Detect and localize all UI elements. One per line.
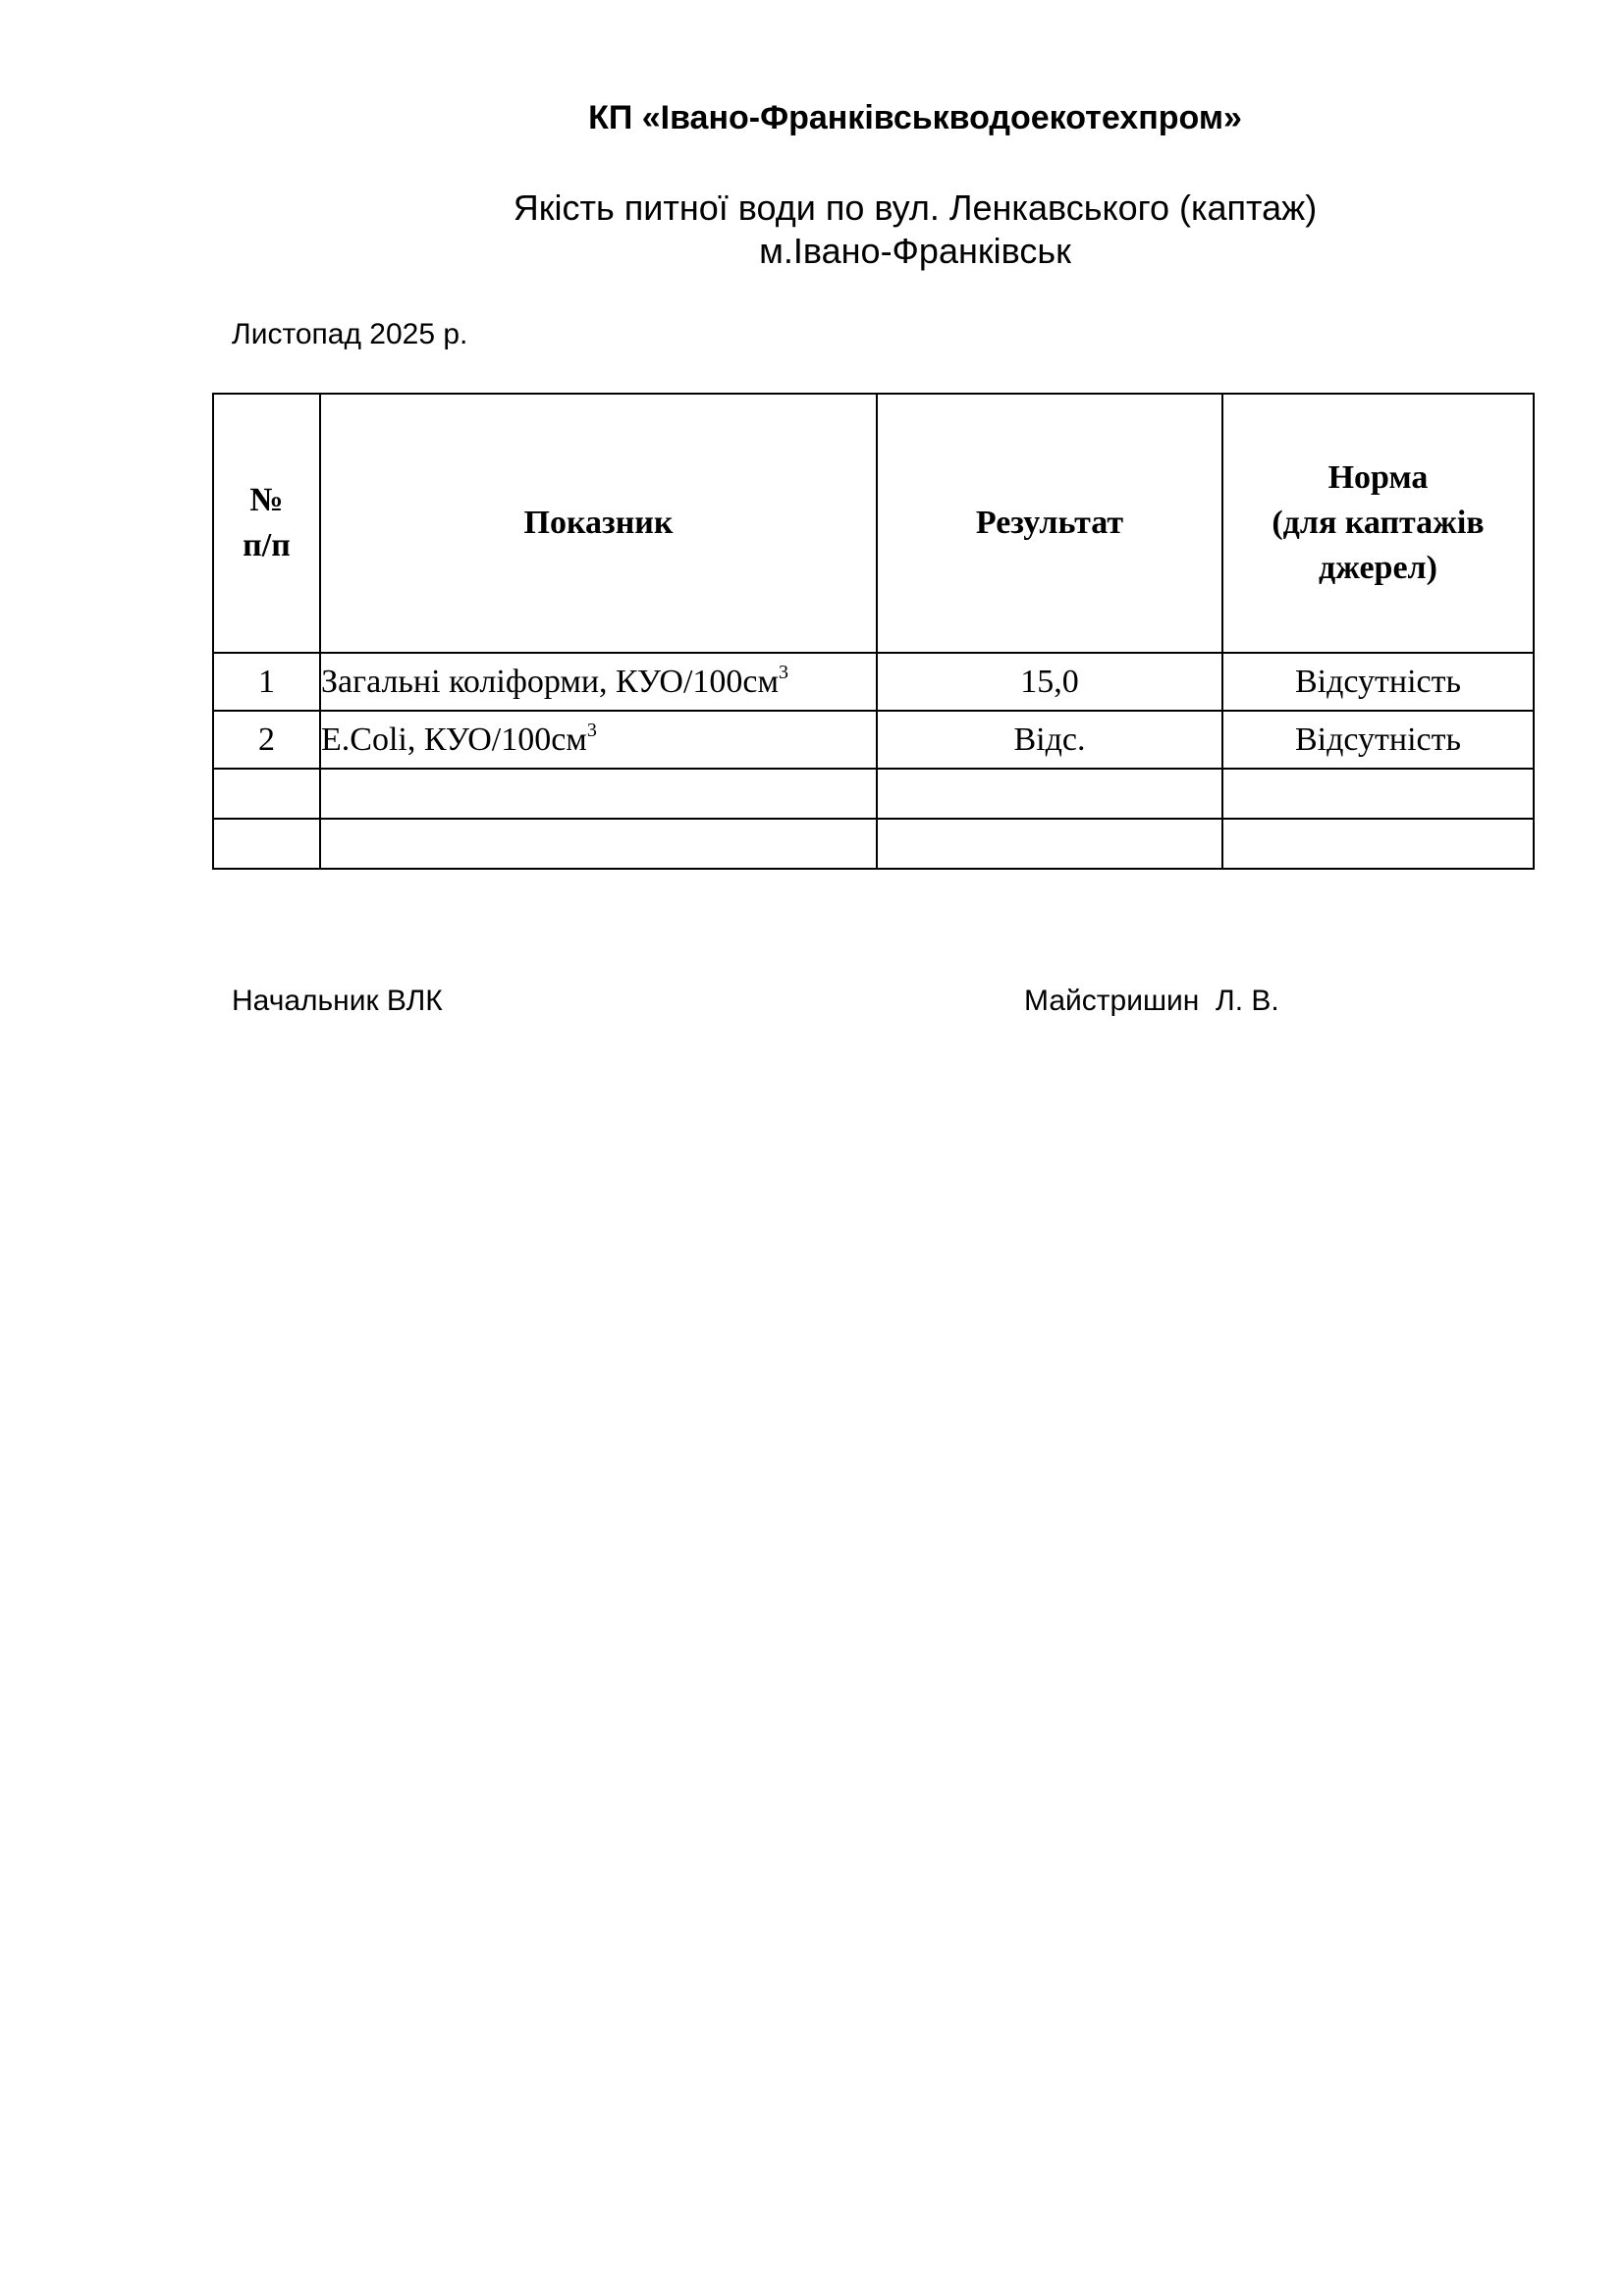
row-indicator [320, 653, 877, 711]
row-indicator-text: Загальні коліформи, КУО/100см [321, 663, 780, 700]
header-number-line-2: п/п [243, 527, 291, 563]
header-indicator: Показник [320, 394, 877, 653]
empty-cell [320, 819, 877, 869]
header-number-line-1: № [249, 482, 284, 518]
row-norm: Відсутність [1222, 711, 1534, 769]
row-number: 1 [213, 653, 320, 711]
row-norm: Відсутність [1222, 653, 1534, 711]
header-norm-line-2: (для каптажів [1272, 505, 1485, 541]
row-result: Відс. [877, 711, 1222, 769]
row-indicator-sup: 3 [779, 661, 789, 683]
row-indicator-text: E.Coli, КУО/100см [321, 721, 587, 758]
empty-cell [877, 819, 1222, 869]
header-norm-line-3: джерел) [1319, 550, 1437, 586]
report-subtitle [0, 187, 1624, 273]
row-indicator [320, 711, 877, 769]
empty-cell [1222, 769, 1534, 819]
empty-cell [213, 819, 320, 869]
empty-cell [1222, 819, 1534, 869]
signatory-name: Майстришин Л. В. [1024, 985, 1279, 1017]
water-quality-table [212, 393, 1535, 870]
signatory-position: Начальник ВЛК [232, 985, 443, 1017]
subtitle-line-2: м.Івано-Франківськ [759, 231, 1071, 271]
empty-cell [213, 769, 320, 819]
header-norm-line-1: Норма [1327, 459, 1429, 496]
table-header-row [213, 394, 1534, 653]
empty-table-row [213, 819, 1534, 869]
subtitle-line-1: Якість питної води по вул. Ленкавського (каптаж) [513, 187, 1318, 228]
empty-cell [877, 769, 1222, 819]
header-norm [1222, 394, 1534, 653]
header-result: Результат [877, 394, 1222, 653]
row-result: 15,0 [877, 653, 1222, 711]
row-number: 2 [213, 711, 320, 769]
header-number [213, 394, 320, 653]
organization-title: КП «Івано-Франківськводоекотехпром» [588, 99, 1242, 136]
empty-cell [320, 769, 877, 819]
empty-table-row [213, 769, 1534, 819]
row-indicator-sup: 3 [586, 719, 597, 741]
table-row [213, 653, 1534, 711]
table-row [213, 711, 1534, 769]
report-period: Листопад 2025 р. [232, 318, 468, 350]
